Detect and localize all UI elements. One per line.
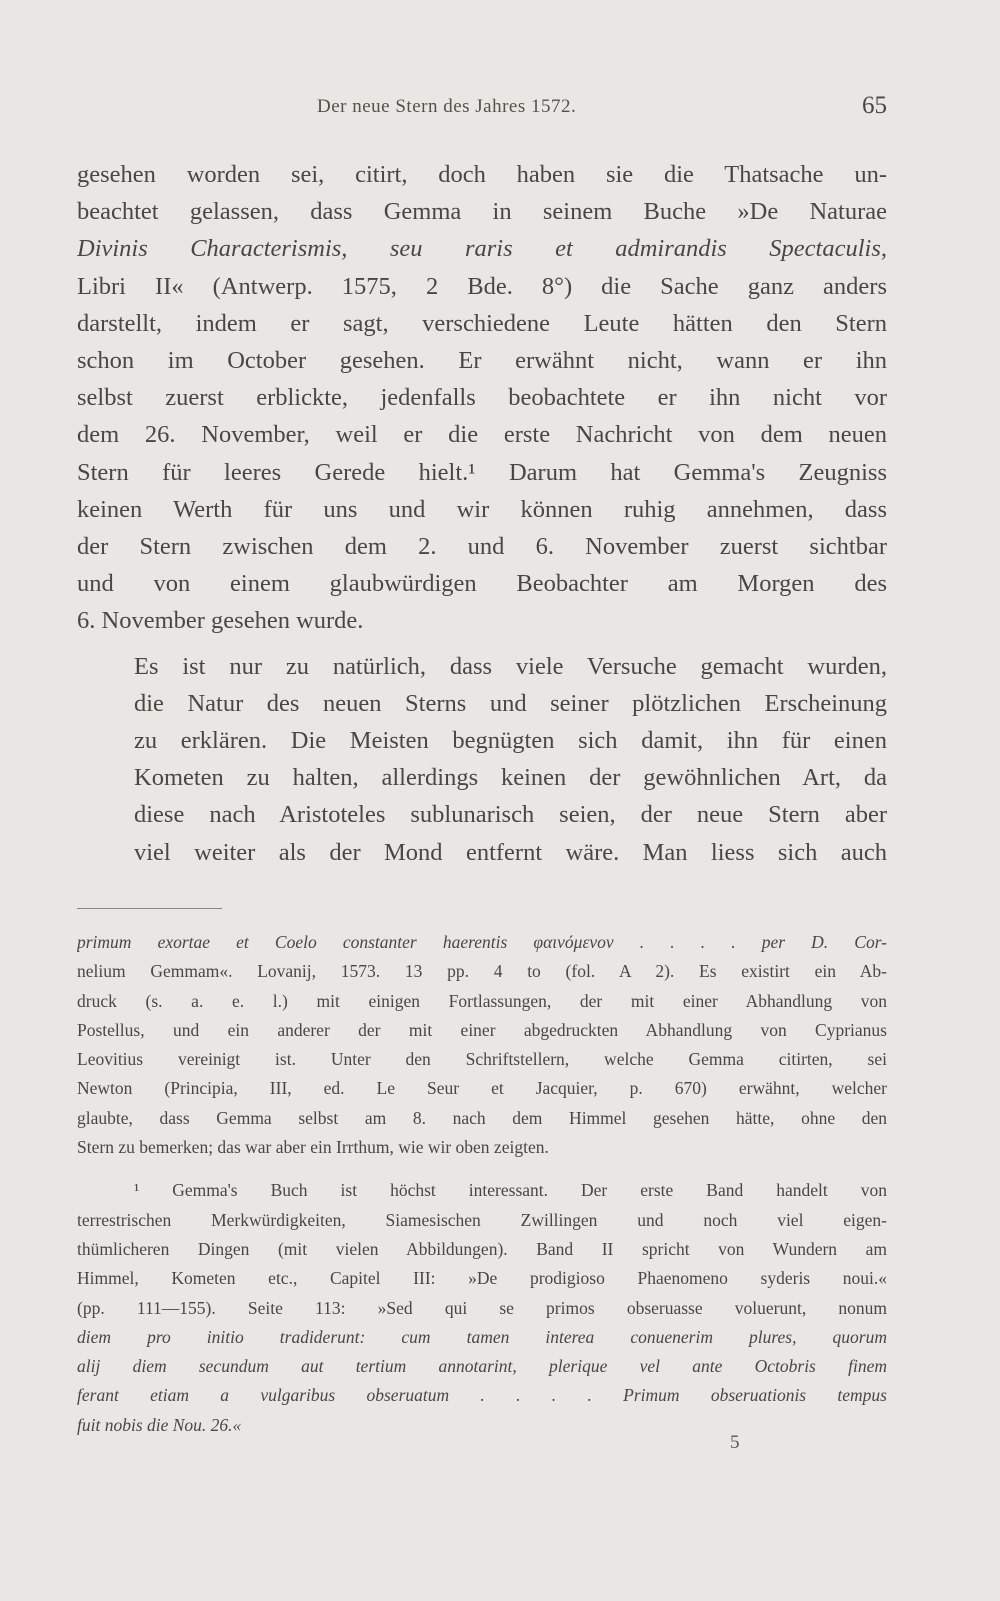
text-line: und von einem glaubwürdigen Beobachter am Morgen des — [77, 570, 887, 598]
footnote-line: diem pro initio tradiderunt: cum tamen interea conuenerim plures, quorum — [77, 1326, 887, 1347]
text-line: beachtet gelassen, dass Gemma in seinem Buche »De Naturae — [77, 198, 887, 226]
footnote-line: Stern zu bemerken; das war aber ein Irrthum, wie wir oben zeigten. — [77, 1137, 549, 1158]
footnote-gap — [77, 1162, 887, 1176]
footnote-line: Himmel, Kometen etc., Capitel III: »De prodigioso Phaenomeno syderis noui.« — [77, 1268, 887, 1289]
footnote-line: thümlicheren Dingen (mit vielen Abbildungen). Band II spricht von Wundern am — [77, 1238, 887, 1259]
paragraph-2 — [77, 648, 887, 871]
footnote-line: glaubte, dass Gemma selbst am 8. nach dem Himmel gesehen hätte, ohne den — [77, 1107, 887, 1128]
main-text — [77, 156, 887, 871]
page-header — [77, 92, 887, 126]
text-line: die Natur des neuen Sterns und seiner plötzlichen Erscheinung — [134, 689, 887, 717]
footnote-line: nelium Gemmam«. Lovanij, 1573. 13 pp. 4 to (fol. A 2). Es existirt ein Ab- — [77, 961, 887, 982]
footnote-line: ¹ Gemma's Buch ist höchst interessant. Der erste Band handelt von — [134, 1180, 887, 1201]
text-line: Stern für leeres Gerede hielt.¹ Darum hat Gemma's Zeugniss — [77, 458, 887, 486]
running-title: Der neue Stern des Jahres 1572. — [317, 96, 577, 117]
footnote-continued — [77, 928, 887, 1162]
footnote-line: druck (s. a. e. l.) mit einigen Fortlassungen, der mit einer Abhandlung von — [77, 990, 887, 1011]
footnote-line: ferant etiam a vulgaribus obseruatum . . . . Primum obseruationis tempus — [77, 1385, 887, 1406]
footnote-line: (pp. 111—155). Seite 113: »Sed qui se primos obseruasse voluerunt, nonum — [77, 1297, 887, 1318]
footnote-line: Leovitius vereinigt ist. Unter den Schriftstellern, welche Gemma citirten, sei — [77, 1049, 887, 1070]
text-line: Libri II« (Antwerp. 1575, 2 Bde. 8°) die Sache ganz anders — [77, 272, 887, 300]
footnote-divider — [77, 908, 222, 909]
text-line: Divinis Characterismis, seu raris et admirandis Spectaculis, — [77, 235, 887, 263]
footnotes — [77, 928, 887, 1440]
text-line: schon im October gesehen. Er erwähnt nicht, wann er ihn — [77, 347, 887, 375]
printer-signature-mark: 5 — [730, 1432, 740, 1453]
text-line: diese nach Aristoteles sublunarisch seien, der neue Stern aber — [134, 801, 887, 829]
text-line: darstellt, indem er sagt, verschiedene Leute hätten den Stern — [77, 309, 887, 337]
text-line: gesehen worden sei, citirt, doch haben sie die Thatsache un- — [77, 161, 887, 188]
footnote-line: terrestrischen Merkwürdigkeiten, Siamesischen Zwillingen und noch viel eigen- — [77, 1209, 887, 1230]
text-line: selbst zuerst erblickte, jedenfalls beobachtete er ihn nicht vor — [77, 384, 887, 412]
paragraph-1 — [77, 156, 887, 640]
page-number: 65 — [862, 92, 887, 119]
footnote-line: Newton (Principia, III, ed. Le Seur et Jacquier, p. 670) erwähnt, welcher — [77, 1078, 887, 1099]
text-line: viel weiter als der Mond entfernt wäre. Man liess sich auch — [134, 838, 887, 866]
text-line: 6. November gesehen wurde. — [77, 607, 364, 635]
text-line: der Stern zwischen dem 2. und 6. November zuerst sichtbar — [77, 533, 887, 561]
text-line: dem 26. November, weil er die erste Nachricht von dem neuen — [77, 421, 887, 449]
footnote-line: alij diem secundum aut tertium annotarint, plerique vel ante Octobris finem — [77, 1356, 887, 1377]
text-line: zu erklären. Die Meisten begnügten sich damit, ihn für einen — [134, 727, 887, 755]
footnote-line: Postellus, und ein anderer der mit einer abgedruckten Abhandlung von Cyprianus — [77, 1019, 887, 1040]
text-line: keinen Werth für uns und wir können ruhig annehmen, dass — [77, 495, 887, 523]
footnote-line: fuit nobis die Nou. 26.« — [77, 1414, 242, 1435]
text-line: Es ist nur zu natürlich, dass viele Versuche gemacht wurden, — [134, 652, 887, 680]
footnote-1 — [77, 1176, 887, 1440]
text-line: Kometen zu halten, allerdings keinen der gewöhnlichen Art, da — [134, 764, 887, 792]
footnote-line: primum exortae et Coelo constanter haerentis φαινόμενον . . . . per D. Cor- — [77, 932, 887, 952]
